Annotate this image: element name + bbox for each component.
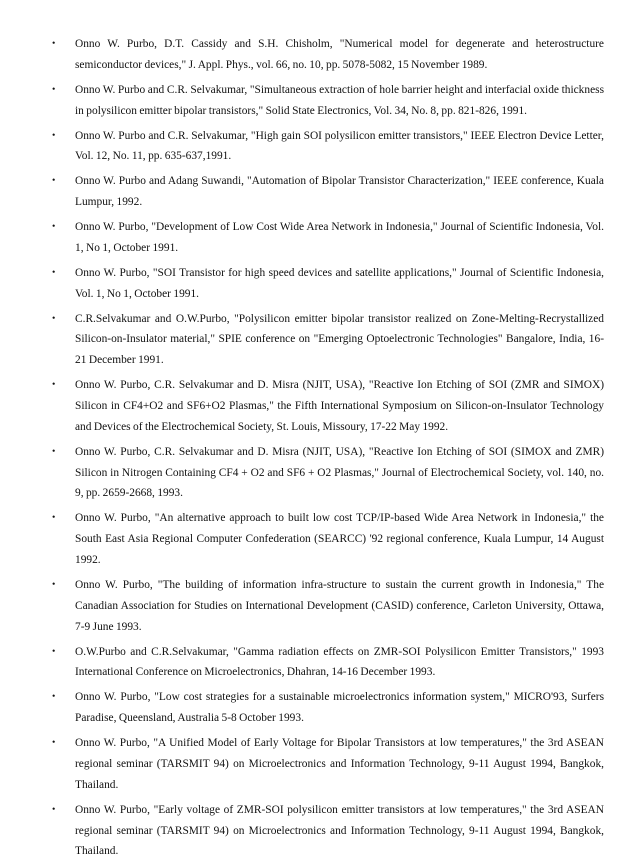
bullet-icon: • (52, 646, 56, 657)
reference-list (48, 34, 604, 866)
bullet-icon: • (52, 39, 56, 49)
list-item (48, 126, 604, 168)
bullet-icon: • (52, 130, 56, 141)
reference-text: Onno W. Purbo, "Development of Low Cost Wide Area Network in Indonesia," Journal of Scientific Indonesia, Vol. 1, No 1, October 1991. (75, 221, 604, 254)
reference-text: Onno W. Purbo, "An alternative approach to built low cost TCP/IP-based Wide Area Network in Indonesia," the South East Asia Regional Computer Confederation (SEARCC) '92 regional conference, Kuala Lumpur, 14 August 1992. (75, 512, 604, 567)
list-item (48, 34, 604, 76)
reference-text: Onno W. Purbo, C.R. Selvakumar and D. Misra (NJIT, USA), "Reactive Ion Etching of SOI (ZMR and SIMOX) Silicon in CF4+O2 and SF6+O2 Plasmas," the Fifth International Symposium on Silicon-on-Insulator Technology and Devices of the Electrochemical Society, St. Louis, Missoury, 17-22 May 1992. (75, 379, 604, 433)
bullet-icon: • (52, 222, 56, 233)
reference-text: Onno W. Purbo and C.R. Selvakumar, "Simultaneous extraction of hole barrier height and interfacial oxide thickness in polysilicon emitter bipolar transistors," Solid State Electronics, Vol. 34, No. 8, pp. 821-826, 1991. (75, 83, 604, 117)
reference-text: Onno W. Purbo, C.R. Selvakumar and D. Misra (NJIT, USA), "Reactive Ion Etching of SOI (SIMOX and ZMR) Silicon in Nitrogen Containing CF4 + O2 and SF6 + O2 Plasmas," Journal of Electrochemical Society, vol. 140, no. 9, pp. 2659-2668, 1993. (75, 445, 604, 500)
bullet-icon: • (52, 267, 56, 278)
bullet-icon: • (52, 513, 56, 524)
list-item (48, 80, 604, 122)
bullet-icon: • (52, 446, 56, 457)
reference-text: O.W.Purbo and C.R.Selvakumar, "Gamma radiation effects on ZMR-SOI Polysilicon Emitter Transistors," 1993 International Conference on Microelectronics, Dhahran, 14-16 December 1993. (75, 645, 604, 679)
reference-text: Onno W. Purbo and Adang Suwandi, "Automation of Bipolar Transistor Characterization," IEEE conference, Kuala Lumpur, 1992. (75, 175, 604, 209)
reference-text: Onno W. Purbo, D.T. Cassidy and S.H. Chisholm, "Numerical model for degenerate and heterostructure semiconductor devices," J. Appl. Phys., vol. 66, no. 10, pp. 5078-5082, 15 November 1989. (75, 38, 604, 71)
list-item (48, 642, 604, 684)
bullet-icon: • (52, 580, 56, 590)
bullet-icon: • (52, 692, 56, 703)
list-item (48, 309, 604, 371)
list-item (48, 575, 604, 637)
reference-text: Onno W. Purbo, "SOI Transistor for high speed devices and satellite applications," Journal of Scientific Indonesia, Vol. 1, No 1, October 1991. (75, 266, 604, 300)
bullet-icon: • (52, 313, 56, 324)
reference-text: Onno W. Purbo, "A Unified Model of Early Voltage for Bipolar Transistors at low temperatures," the 3rd ASEAN regional seminar (TARSMIT 94) on Microelectronics and Information Technology, 9-11 August 1994, Bangkok, Thailand. (75, 737, 604, 791)
reference-text: Onno W. Purbo, "Early voltage of ZMR-SOI polysilicon emitter transistors at low temperatures," the 3rd ASEAN regional seminar (TARSMIT 94) on Microelectronics and Information Technology, 9-11 August 1994, Bangkok, Thailand. (75, 803, 604, 858)
bullet-icon: • (52, 84, 56, 95)
reference-text: Onno W. Purbo, "The building of information infra-structure to sustain the current growth in Indonesia," The Canadian Association for Studies on International Development (CASID) conference, Carleton University, Ottawa, 7-9 June 1993. (75, 579, 604, 633)
reference-text: Onno W. Purbo and C.R. Selvakumar, "High gain SOI polysilicon emitter transistors," IEEE Electron Device Letter, Vol. 12, No. 11, pp. 635-637,1991. (75, 129, 604, 163)
bullet-icon: • (52, 380, 56, 391)
list-item (48, 442, 604, 504)
bullet-icon: • (52, 738, 56, 749)
list-item (48, 733, 604, 795)
bullet-icon: • (52, 176, 56, 187)
list-item (48, 375, 604, 437)
list-item (48, 217, 604, 259)
list-item (48, 800, 604, 862)
reference-text: Onno W. Purbo, "Low cost strategies for a sustainable microelectronics information system," MICRO'93, Surfers Paradise, Queensland, Australia 5-8 October 1993. (75, 691, 604, 725)
list-item (48, 171, 604, 213)
bullet-icon: • (52, 804, 56, 815)
list-item (48, 687, 604, 729)
list-item (48, 263, 604, 305)
reference-text: C.R.Selvakumar and O.W.Purbo, "Polysilicon emitter bipolar transistor realized on Zone-Melting-Recrystallized Silicon-on-Insulator material," SPIE conference on "Emerging Optoelectronic Technologies" Bangalore, India, 16-21 December 1991. (75, 312, 604, 367)
list-item (48, 508, 604, 570)
